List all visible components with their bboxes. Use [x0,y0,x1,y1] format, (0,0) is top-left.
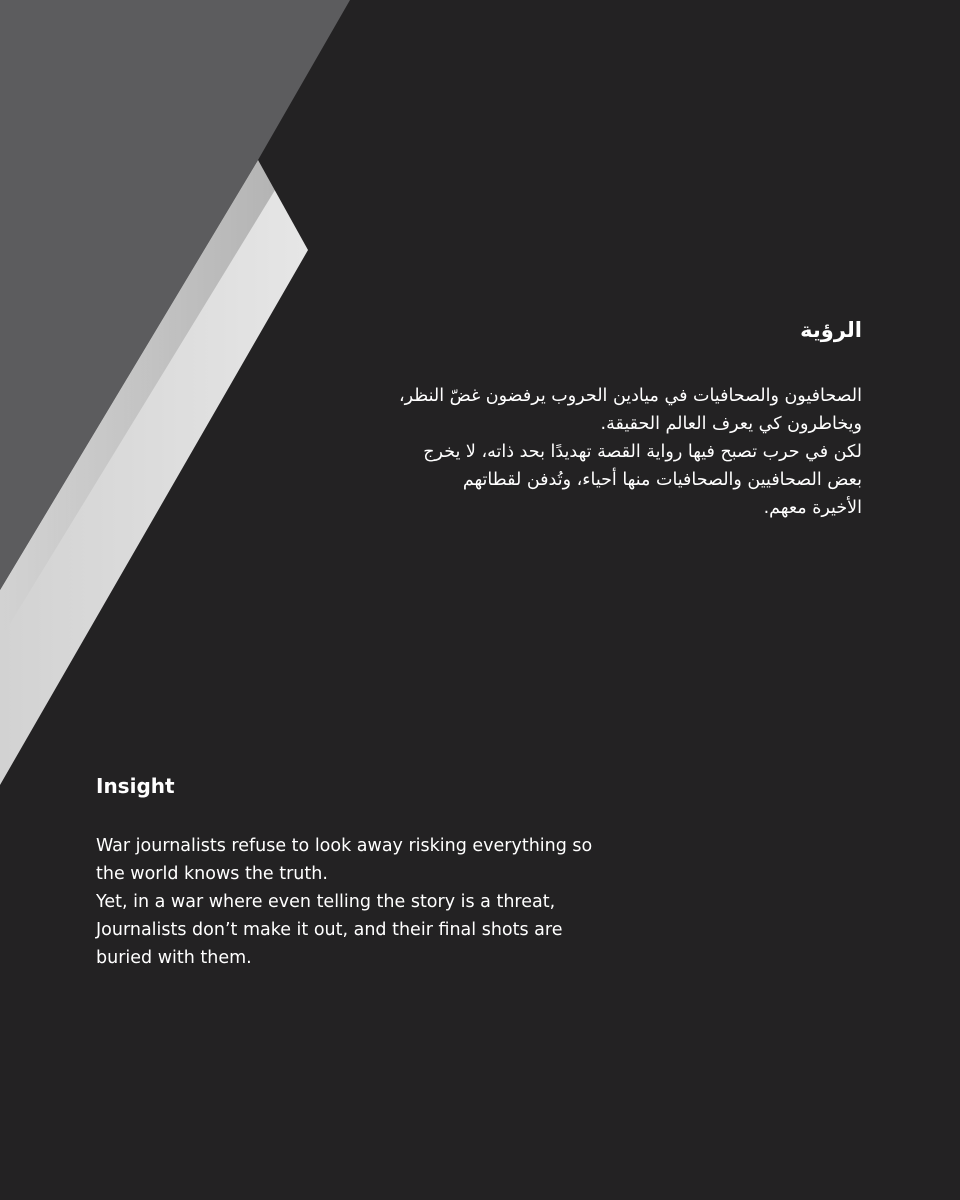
english-title: Insight [96,774,175,798]
english-line: Journalists don’t make it out, and their final shots are [96,920,563,940]
english-paragraph [96,832,684,972]
arabic-line: الصحافيون والصحافيات في ميادين الحروب يرفضون غضّ النظر، [398,386,862,406]
arabic-paragraph [270,382,862,522]
english-line: the world knows the truth. [96,864,328,884]
arabic-line: بعض الصحافيين والصحافيات منها أحياء، وتُدفن لقطاتهم [462,470,862,490]
arabic-title: الرؤية [800,318,862,342]
english-line: Yet, in a war where even telling the story is a threat, [96,892,556,912]
arabic-line: ويخاطرون كي يعرف العالم الحقيقة. [600,414,862,434]
english-line: buried with them. [96,948,252,968]
english-section [96,770,684,972]
arabic-line: لكن في حرب تصبح فيها رواية القصة تهديدًا بحد ذاته، لا يخرج [423,442,862,462]
arabic-section [270,312,862,522]
arabic-line: الأخيرة معهم. [763,498,862,518]
english-line: War journalists refuse to look away risking everything so [96,836,593,856]
